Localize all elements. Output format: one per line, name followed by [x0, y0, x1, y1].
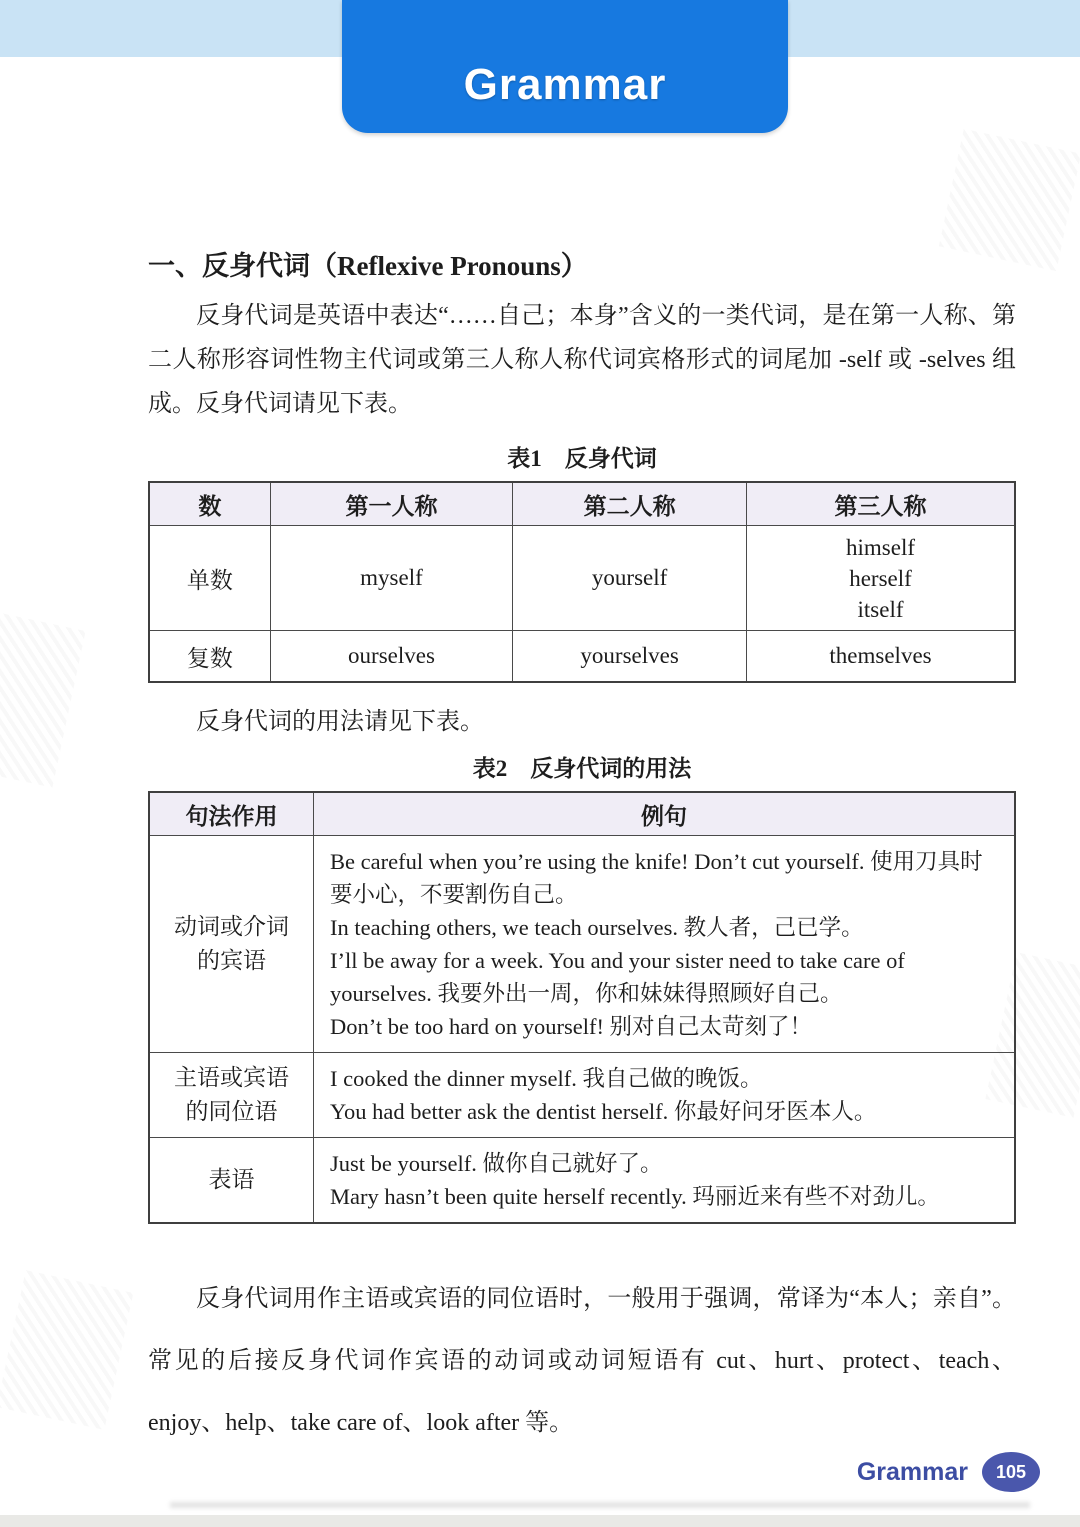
- page-title: Grammar: [463, 59, 667, 109]
- page-number-badge: 105: [982, 1452, 1040, 1492]
- table1-plural-label: 复数: [149, 631, 270, 683]
- table2-row3-examples: Just be yourself. 做你自己就好了。 Mary hasn’t been quite herself recently. 玛丽近来有些不对劲儿。: [314, 1138, 1015, 1224]
- table1-singular-second: yourself: [513, 526, 747, 631]
- table1-singular-third: himself herself itself: [747, 526, 1015, 631]
- scan-edge-shadow: [170, 1502, 1030, 1508]
- table2-caption: [148, 750, 1016, 783]
- table2-row2-examples: I cooked the dinner myself. 我自己做的晚饭。 You had better ask the dentist herself. 你最好问牙医本人。: [314, 1053, 1015, 1138]
- table1-header-second-person: 第二人称: [513, 482, 747, 526]
- intro-paragraph: 反身代词是英语中表达“……自己；本身”含义的一类代词，是在第一人称、第二人称形容词性物主代词或第三人称人称代词宾格形式的词尾加 -self 或 -selves 组成。反身代词请见下表。: [148, 303, 1016, 417]
- page-footer: [857, 1452, 1040, 1492]
- table1-plural-first: ourselves: [270, 631, 512, 683]
- table1-header-third-person: 第三人称: [747, 482, 1015, 526]
- between-text: 反身代词的用法请见下表。: [196, 709, 484, 735]
- page-content: [148, 0, 1016, 1454]
- table1-caption: [148, 440, 1016, 473]
- table2-header-role: 句法作用: [149, 792, 314, 836]
- table2-header-row: [149, 792, 1015, 836]
- table1-header-row: [149, 482, 1015, 526]
- table1-plural-third: themselves: [747, 631, 1015, 683]
- table1-singular-label: 单数: [149, 526, 270, 631]
- table2-row1-role: 动词或介词 的宾语: [149, 836, 314, 1053]
- page-header-tab: [342, 0, 788, 133]
- scan-watermark: [0, 1270, 133, 1430]
- section-heading: 一、反身代词（Reflexive Pronouns）: [148, 251, 588, 281]
- table1-plural-second: yourselves: [513, 631, 747, 683]
- table1-header-first-person: 第一人称: [270, 482, 512, 526]
- footer-section-label: Grammar: [856, 1457, 968, 1486]
- table-row: [149, 836, 1015, 1053]
- table1-header-number: 数: [149, 482, 270, 526]
- closing-paragraph: 反身代词用作主语或宾语的同位语时，一般用于强调，常译为“本人；亲自”。常见的后接反身代词作宾语的动词或动词短语有 cut、hurt、protect、teach、enjoy、help、take care of、look after 等。: [148, 1286, 1016, 1436]
- table2-caption-title: 反身代词的用法: [530, 756, 692, 781]
- usage-table: [148, 791, 1016, 1224]
- table2-row1-examples: Be careful when you’re using the knife! Don’t cut yourself. 使用刀具时要小心，不要割伤自己。 In teaching others, we teach ourselves. 教人者，己已学。 I’ll be away for a week. You and your sister need to take care of yourselves. 我要外出一周，你和妹妹得照顾好自己。 Don’t be too hard on yourself! 别对自己太苛刻了！: [314, 836, 1015, 1053]
- table2-row2-role: 主语或宾语 的同位语: [149, 1053, 314, 1138]
- table1-caption-title: 反身代词: [564, 446, 657, 471]
- reflexive-pronouns-table: [148, 481, 1016, 683]
- table2-row3-role: 表语: [149, 1138, 314, 1224]
- table-row: [149, 526, 1015, 631]
- table-row: [149, 1138, 1015, 1224]
- table2-caption-label: 表2: [472, 756, 508, 781]
- table2-header-examples: 例句: [314, 792, 1015, 836]
- table-row: [149, 1053, 1015, 1138]
- table1-caption-label: 表1: [507, 446, 542, 471]
- table-row: [149, 631, 1015, 683]
- scan-watermark: [0, 612, 86, 787]
- scan-bottom-band: [0, 1515, 1080, 1527]
- table1-singular-first: myself: [270, 526, 512, 631]
